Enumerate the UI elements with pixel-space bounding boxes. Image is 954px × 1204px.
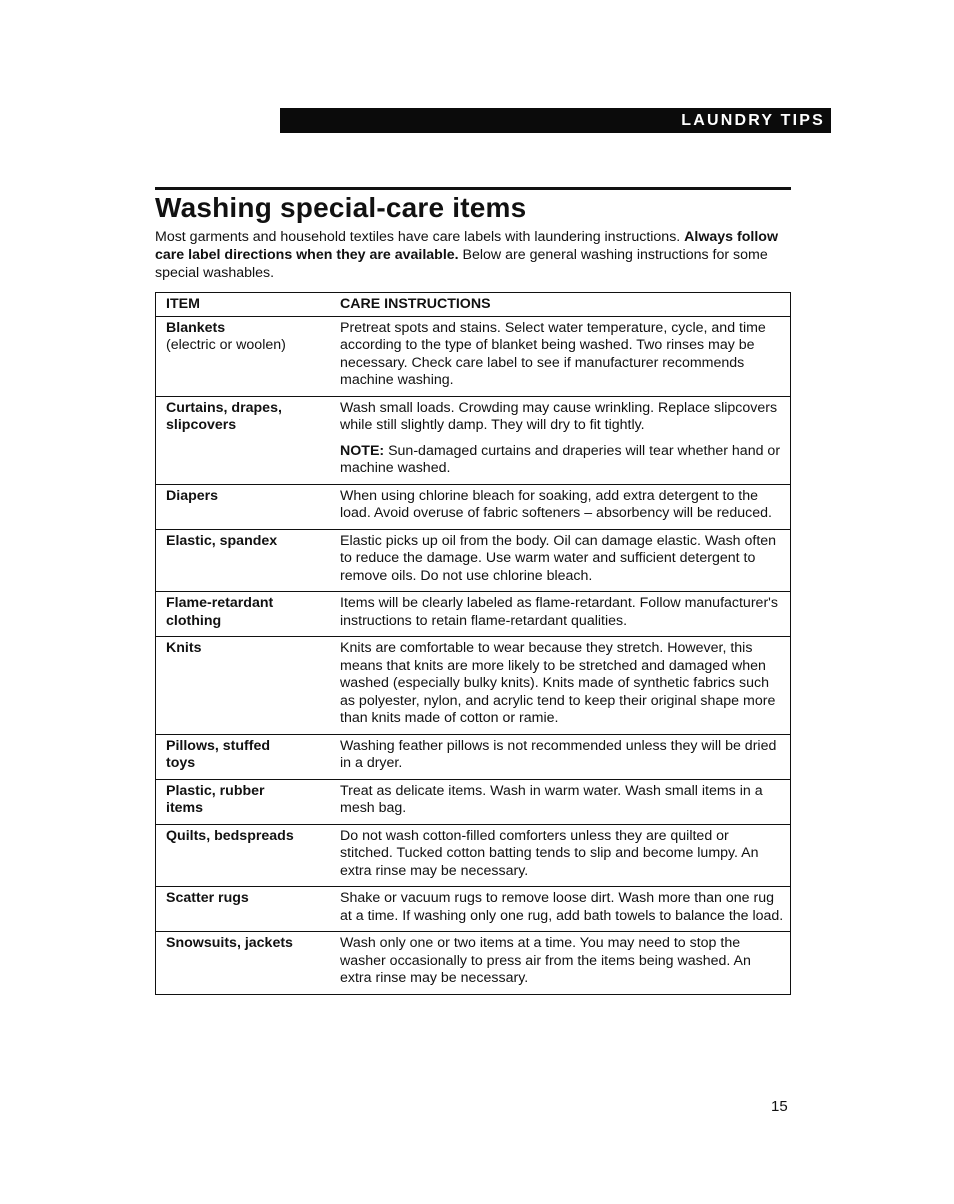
item-cell — [156, 887, 331, 932]
intro-text-bold: Always follow care label directions when they are available. — [155, 229, 778, 263]
care-instructions-cell — [330, 316, 791, 396]
section-header-label: LAUNDRY TIPS — [681, 112, 825, 129]
care-instructions-text: Washing feather pillows is not recommended unless they will be dried in a dryer. — [340, 737, 777, 771]
table-row — [156, 734, 791, 779]
care-instructions-text: Wash only one or two items at a time. You may need to stop the washer occasionally to press air from the items being washed. An extra rinse may be necessary. — [340, 935, 751, 986]
title-rule — [155, 187, 791, 190]
item-name: Blankets — [166, 319, 226, 336]
care-instructions-cell — [330, 779, 791, 824]
care-instructions-text: Elastic picks up oil from the body. Oil can damage elastic. Wash often to reduce the damage. Use warm water and sufficient detergent to remove oils. Do not use chlorine bleach. — [340, 532, 777, 584]
care-instructions-cell — [330, 396, 791, 484]
table-row — [156, 529, 791, 592]
care-note-text: Sun-damaged curtains and draperies will tear whether hand or machine washed. — [340, 442, 781, 476]
intro-text-1: Most garments and household textiles have care labels with laundering instructions. — [155, 229, 685, 245]
intro-paragraph — [155, 228, 791, 282]
care-instructions-cell — [330, 592, 791, 637]
care-instructions-cell — [330, 932, 791, 995]
item-name: Snowsuits, jackets — [166, 935, 293, 951]
care-instructions-text: When using chlorine bleach for soaking, add extra detergent to the load. Avoid overuse of fabric softeners – absorbency will be reduced. — [340, 487, 772, 521]
column-header-care: CARE INSTRUCTIONS — [340, 296, 491, 312]
care-table-body — [156, 316, 791, 994]
item-name: Flame-retardant clothing — [166, 595, 274, 629]
care-instructions-text: Shake or vacuum rugs to remove loose dirt. Wash more than one rug at a time. If washing only one rug, add bath towels to balance the load. — [340, 890, 784, 924]
item-name: Plastic, rubber items — [166, 782, 265, 816]
item-cell — [156, 932, 331, 995]
care-instructions-text: Knits are comfortable to wear because they stretch. However, this means that knits are more likely to be stretched and damaged when washed (especially bulky knits). Knits made of synthetic fabrics such as polyester, nylon, and acrylic tend to keep their original shape more than knits made of cotton or ramie. — [340, 640, 776, 726]
table-header-row — [156, 293, 791, 317]
table-row — [156, 484, 791, 529]
item-cell — [156, 779, 331, 824]
care-instructions-text: Do not wash cotton-filled comforters unless they are quilted or stitched. Tucked cotton batting tends to slip and become lumpy. An extra rinse may be necessary. — [340, 827, 759, 879]
care-instructions-cell — [330, 484, 791, 529]
care-instructions-text: Wash small loads. Crowding may cause wrinkling. Replace slipcovers while still slightly damp. They will dry to fit tightly. — [340, 399, 778, 433]
item-name: Diapers — [166, 487, 219, 504]
item-cell — [156, 396, 331, 484]
item-name: Knits — [166, 640, 202, 656]
item-cell — [156, 316, 331, 396]
care-instructions-cell — [330, 887, 791, 932]
table-row — [156, 779, 791, 824]
care-table — [155, 292, 791, 995]
care-instructions-cell — [330, 529, 791, 592]
item-cell — [156, 529, 331, 592]
care-instructions-text: Items will be clearly labeled as flame-retardant. Follow manufacturer's instructions to retain flame-retardant qualities. — [340, 595, 778, 629]
item-subtitle: (electric or woolen) — [166, 337, 286, 353]
item-name: Quilts, bedspreads — [166, 827, 294, 844]
care-note-label: NOTE: — [340, 442, 385, 459]
item-cell — [156, 734, 331, 779]
item-cell — [156, 637, 331, 735]
item-name: Pillows, stuffed toys — [166, 737, 271, 771]
item-name: Scatter rugs — [166, 890, 249, 906]
item-name: Curtains, drapes, slipcovers — [166, 399, 282, 433]
table-row — [156, 316, 791, 396]
table-row — [156, 637, 791, 735]
care-instructions-cell — [330, 734, 791, 779]
page-number: 15 — [771, 1098, 788, 1115]
table-row — [156, 396, 791, 484]
table-row — [156, 592, 791, 637]
table-row — [156, 887, 791, 932]
section-header-bar — [280, 108, 831, 133]
care-instructions-cell — [330, 637, 791, 735]
care-note — [340, 443, 784, 478]
item-cell — [156, 484, 331, 529]
item-cell — [156, 592, 331, 637]
intro-text-2: Below are general washing instructions for some special washables. — [155, 247, 768, 281]
care-instructions-cell — [330, 824, 791, 887]
page-title: Washing special-care items — [155, 192, 527, 223]
column-header-item: ITEM — [166, 296, 200, 312]
care-instructions-text: Pretreat spots and stains. Select water temperature, cycle, and time according to the type of blanket being washed. Two rinses may be necessary. Check care label to see if manufacturer recommends machine washing. — [340, 319, 766, 388]
item-name: Elastic, spandex — [166, 532, 278, 549]
table-row — [156, 824, 791, 887]
table-row — [156, 932, 791, 995]
item-cell — [156, 824, 331, 887]
care-instructions-text: Treat as delicate items. Wash in warm water. Wash small items in a mesh bag. — [340, 782, 763, 816]
